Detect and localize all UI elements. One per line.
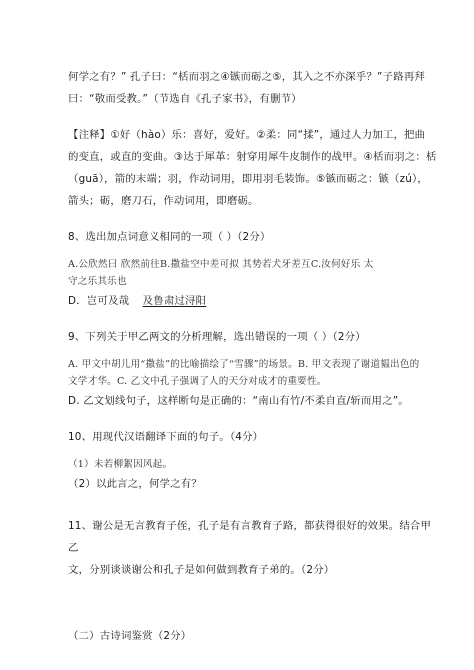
question-11-line-1: 11、谢公是无言教育子侄，孔子是有言教育子路，都获得很好的效果。结合甲乙 (68, 520, 432, 554)
notes-line-2: 的变直，或直的变曲。③达于犀革：射穿用犀牛皮制作的战甲。④栝而羽之：栝 (68, 151, 437, 163)
question-11-line-2: 文，分别谈谈谢公和孔子是如何做到教育子弟的。（2分） (68, 564, 335, 576)
question-10-item-2: （2）以此言之，何学之有？ (68, 478, 202, 490)
question-10-item-1: （1）未若柳絮因风起。 (68, 459, 173, 470)
spacer (68, 110, 438, 124)
passage-end-line-2: 曰：“敬而受教。”（节选自《孔子家书》，有删节） (68, 93, 302, 105)
question-9-line-2: 文学才华。C. 乙文中孔子强调了人的天分对成才的重要性。 (68, 376, 327, 387)
question-9-line-1: A. 甲文中胡儿用“撒盐”的比喻描绘了“雪骤”的场景。B. 甲文表现了谢道韫出色的 (68, 359, 420, 370)
spacer (68, 581, 438, 625)
question-9-line-3: D. 乙文划线句子，这样断句是正确的：“南山有竹/不柔自直/斩而用之”。 (68, 395, 409, 407)
question-8-options-line-1: A.公欣然曰 欣然前往B.撒盐空中差可拟 其势若犬牙差互C.汝何好乐 太 (68, 259, 374, 270)
spacer (68, 495, 438, 515)
spacer (68, 312, 438, 326)
notes-line-1: 【注释】①好（hào）乐：喜好，爱好。②柔：同“揉”，通过人力加工，把曲 (68, 129, 426, 141)
question-9-stem: 9、下列关于甲乙两文的分析理解，选出错误的一项（ ）（2分） (68, 331, 366, 343)
question-8-option-d (68, 290, 438, 312)
spacer (68, 212, 438, 226)
spacer (68, 448, 438, 456)
question-10-stem: 10、用现代汉语翻译下面的句子。（4分） (68, 431, 264, 443)
question-8-options-line-2: 守之乐其乐也 (68, 276, 127, 287)
question-8-stem: 8、选出加点词意义相同的一项（ ）（2分） (68, 231, 271, 243)
notes-line-4: 箭头；砺，磨刀石，作动词用，即磨砺。 (68, 195, 259, 207)
section-2-title: （二）古诗词鉴赏（2分） (68, 630, 192, 642)
spacer (68, 248, 438, 256)
passage-end-line-1: 何学之有？” 孔子曰：“栝而羽之④镞而砺之⑤，其入之不亦深乎？”子路再拜 (68, 71, 425, 83)
option-d-part-b: 及鲁肃过浔阳 (142, 295, 207, 307)
spacer (68, 348, 438, 356)
spacer (68, 412, 438, 426)
option-d-part-a: D．岂可及哉 (68, 295, 130, 307)
notes-line-3: （guā），箭的末端；羽，作动词用，即用羽毛装饰。⑤镞而砺之：镞（zú）， (68, 173, 429, 185)
